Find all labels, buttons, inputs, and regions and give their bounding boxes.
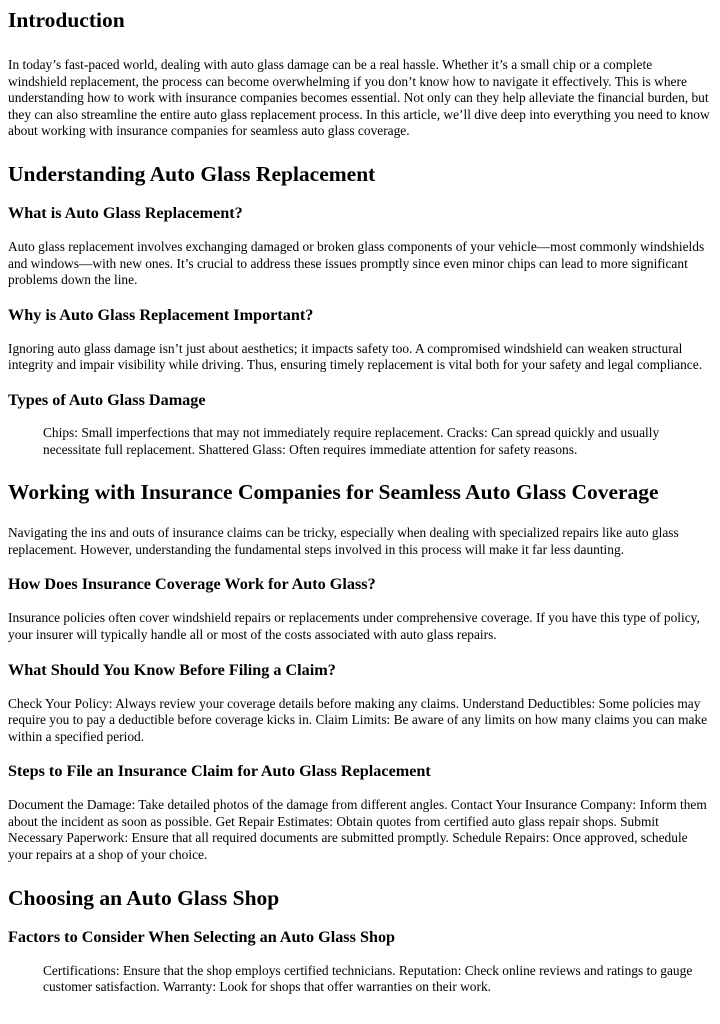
working-paragraph: Navigating the ins and outs of insurance claims can be tricky, especially when dealing with specialized repairs like auto glass replacement. However, understanding the fundamental steps involved in this process will make it far less daunting. [8, 525, 679, 557]
types-heading: Types of Auto Glass Damage [8, 390, 206, 409]
factors-heading: Factors to Consider When Selecting an Auto Glass Shop [8, 927, 396, 946]
how-paragraph: Insurance policies often cover windshield repairs or replacements under comprehensive coverage. If you have this type of policy, your insurer will typically handle all or most of the costs associated with auto glass repairs. [8, 610, 700, 642]
what-is-paragraph: Auto glass replacement involves exchanging damaged or broken glass components of your vehicle—most commonly windshields and windows—with new ones. It’s crucial to address these issues promptly since even minor chips can lead to more significant problems down the line. [8, 238, 705, 288]
intro-heading: Introduction [8, 8, 125, 32]
why-paragraph: Ignoring auto glass damage isn’t just about aesthetics; it impacts safety too. A compromised windshield can weaken structural integrity and impair visibility while driving. Thus, ensuring timely replacement is vital both for your safety and legal compliance. [8, 340, 703, 373]
understanding-heading: Understanding Auto Glass Replacement [8, 161, 376, 186]
intro-paragraph: In today’s fast-paced world, dealing with auto glass damage can be a real hassle. Whether it’s a small chip or a complete windshield replacement, the process can become overwhelming if you don’t know how to navigate it effectively. This is where understanding how to work with insurance companies becomes essential. Not only can they help alleviate the financial burden, but they can also streamline the entire auto glass replacement process. In this article, we’ll dive deep into everything you need to know about working with insurance companies for seamless auto glass coverage. [8, 57, 710, 139]
why-heading: Why is Auto Glass Replacement Important? [8, 305, 314, 324]
what-is-heading: What is Auto Glass Replacement? [8, 203, 243, 222]
how-heading: How Does Insurance Coverage Work for Auto Glass? [8, 575, 376, 594]
steps-paragraph: Document the Damage: Take detailed photos of the damage from different angles. Contact Your Insurance Company: Inform them about the incident as soon as possible. Get Repair Estimates: Obtain quotes from certified auto glass repair shops. Submit Necessary Paperwork: Ensure that all required documents are submitted promptly. Schedule Repairs: Once approved, schedule your repairs at a shop of your choice. [8, 797, 707, 863]
article [0, 7, 720, 996]
steps-heading: Steps to File an Insurance Claim for Auto Glass Replacement [8, 762, 431, 781]
know-heading: What Should You Know Before Filing a Claim? [8, 660, 336, 679]
types-list: Chips: Small imperfections that may not immediately require replacement. Cracks: Can spread quickly and usually necessitate full replacement. Shattered Glass: Often requires immediate attention for safety reasons. [43, 424, 660, 457]
working-heading: Working with Insurance Companies for Seamless Auto Glass Coverage [8, 480, 659, 505]
choosing-heading: Choosing an Auto Glass Shop [8, 885, 280, 910]
know-paragraph: Check Your Policy: Always review your coverage details before making any claims. Understand Deductibles: Some policies may require you to pay a deductible before coverage kicks in. Claim Limits: Be aware of any limits on how many claims you can make within a specified period. [8, 695, 708, 744]
factors-list: Certifications: Ensure that the shop employs certified technicians. Reputation: Check online reviews and ratings to gauge customer satisfaction. Warranty: Look for shops that offer warranties on their work. [43, 962, 693, 995]
